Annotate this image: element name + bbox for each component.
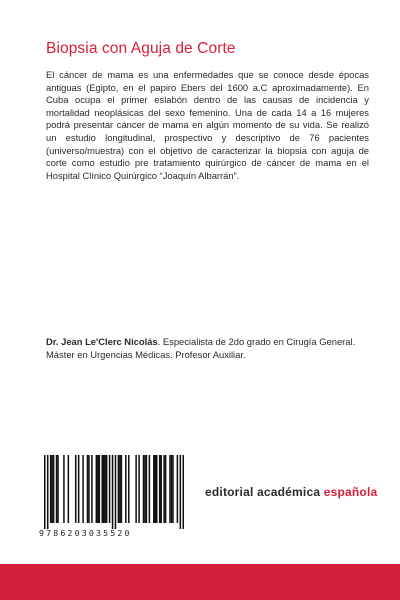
barcode-bar — [88, 455, 90, 523]
barcode-bar — [146, 455, 148, 523]
author-name: Dr. Jean Le'Clerc Nicolás — [46, 336, 158, 347]
barcode-bar — [101, 455, 103, 523]
author-bio — [46, 336, 369, 362]
barcode-bar — [155, 455, 157, 523]
barcode-bar — [156, 455, 158, 523]
barcode-bar — [138, 455, 140, 523]
barcode-bar — [63, 455, 65, 523]
barcode-bar — [119, 455, 121, 523]
barcode-bar — [121, 455, 123, 523]
barcode-bar — [177, 455, 179, 523]
barcode-bar — [144, 455, 146, 523]
barcode-bar — [56, 455, 58, 523]
barcode-bar — [159, 455, 161, 523]
barcode-bar — [44, 455, 46, 529]
barcode-bar — [115, 455, 117, 529]
barcode-bar — [149, 455, 151, 523]
barcode-bar — [51, 455, 53, 523]
barcode-bars — [44, 455, 184, 529]
barcode-bar — [180, 455, 182, 529]
publisher-name-accent: española — [323, 485, 378, 499]
barcode-bar — [78, 455, 80, 523]
barcode-bar — [165, 455, 167, 523]
barcode-bar — [87, 455, 89, 523]
barcode-bar — [171, 455, 173, 523]
barcode-bar — [125, 455, 127, 523]
barcode-bar — [135, 455, 137, 523]
isbn-barcode — [32, 451, 189, 544]
publisher-logo — [205, 485, 377, 499]
barcode-bar — [183, 455, 184, 529]
barcode-bar — [50, 455, 52, 523]
book-abstract: El cáncer de mama es una enfermedades que se conoce desde épocas antiguas (Egipto, en el papiro Ebers del 1600 a.C aproximadamente). En Cuba ocupa el primer eslabón dentro de las causas de incidencia y mortalidad neoplásicas del sexo femenino. Una de cada 14 a 16 mujeres podrá presentar cáncer de mama en algún momento de su vida. Se realizó un estudio longitudinal, prospectivo y descriptivo de 76 pacientes (universo/muestra) con el objetivo de caracterizar la biopsia con aguja de corte como estudio pre tratamiento quirúrgico de cáncer de mama en el Hospital Clínico Quirúrgico “Joaquín Albarrán”. — [46, 69, 369, 181]
barcode-bar — [53, 455, 55, 523]
barcode-bar — [153, 455, 155, 523]
barcode-bar — [118, 455, 120, 523]
barcode-number: 9786203035520 — [39, 528, 132, 538]
barcode-bar — [68, 455, 70, 523]
barcode-bar — [169, 455, 171, 523]
barcode-bar — [75, 455, 77, 523]
barcode-bar — [96, 455, 98, 523]
barcode-bar — [104, 455, 106, 523]
barcode-bar — [103, 455, 105, 523]
publisher-name: editorial académica — [205, 485, 324, 499]
barcode-bar — [91, 455, 93, 523]
barcode-bar — [128, 455, 130, 523]
barcode-bar — [99, 455, 101, 523]
barcode-bar — [106, 455, 108, 523]
barcode-bar — [57, 455, 59, 523]
barcode-bar — [172, 455, 174, 523]
barcode-bar — [97, 455, 99, 523]
barcode-bar — [47, 455, 49, 529]
barcode-bar — [163, 455, 165, 523]
barcode-bar — [109, 455, 111, 523]
barcode-bar — [143, 455, 145, 523]
footer-color-band — [0, 564, 400, 600]
author-description: . Especialista de 2do grado en Cirugía General. Máster en Urgencias Médicas. Profesor Auxiliar. — [46, 336, 356, 360]
barcode-bar — [160, 455, 162, 523]
book-title: Biopsia con Aguja de Corte — [46, 40, 236, 57]
barcode-bar — [82, 455, 84, 523]
barcode-bar — [112, 455, 114, 529]
